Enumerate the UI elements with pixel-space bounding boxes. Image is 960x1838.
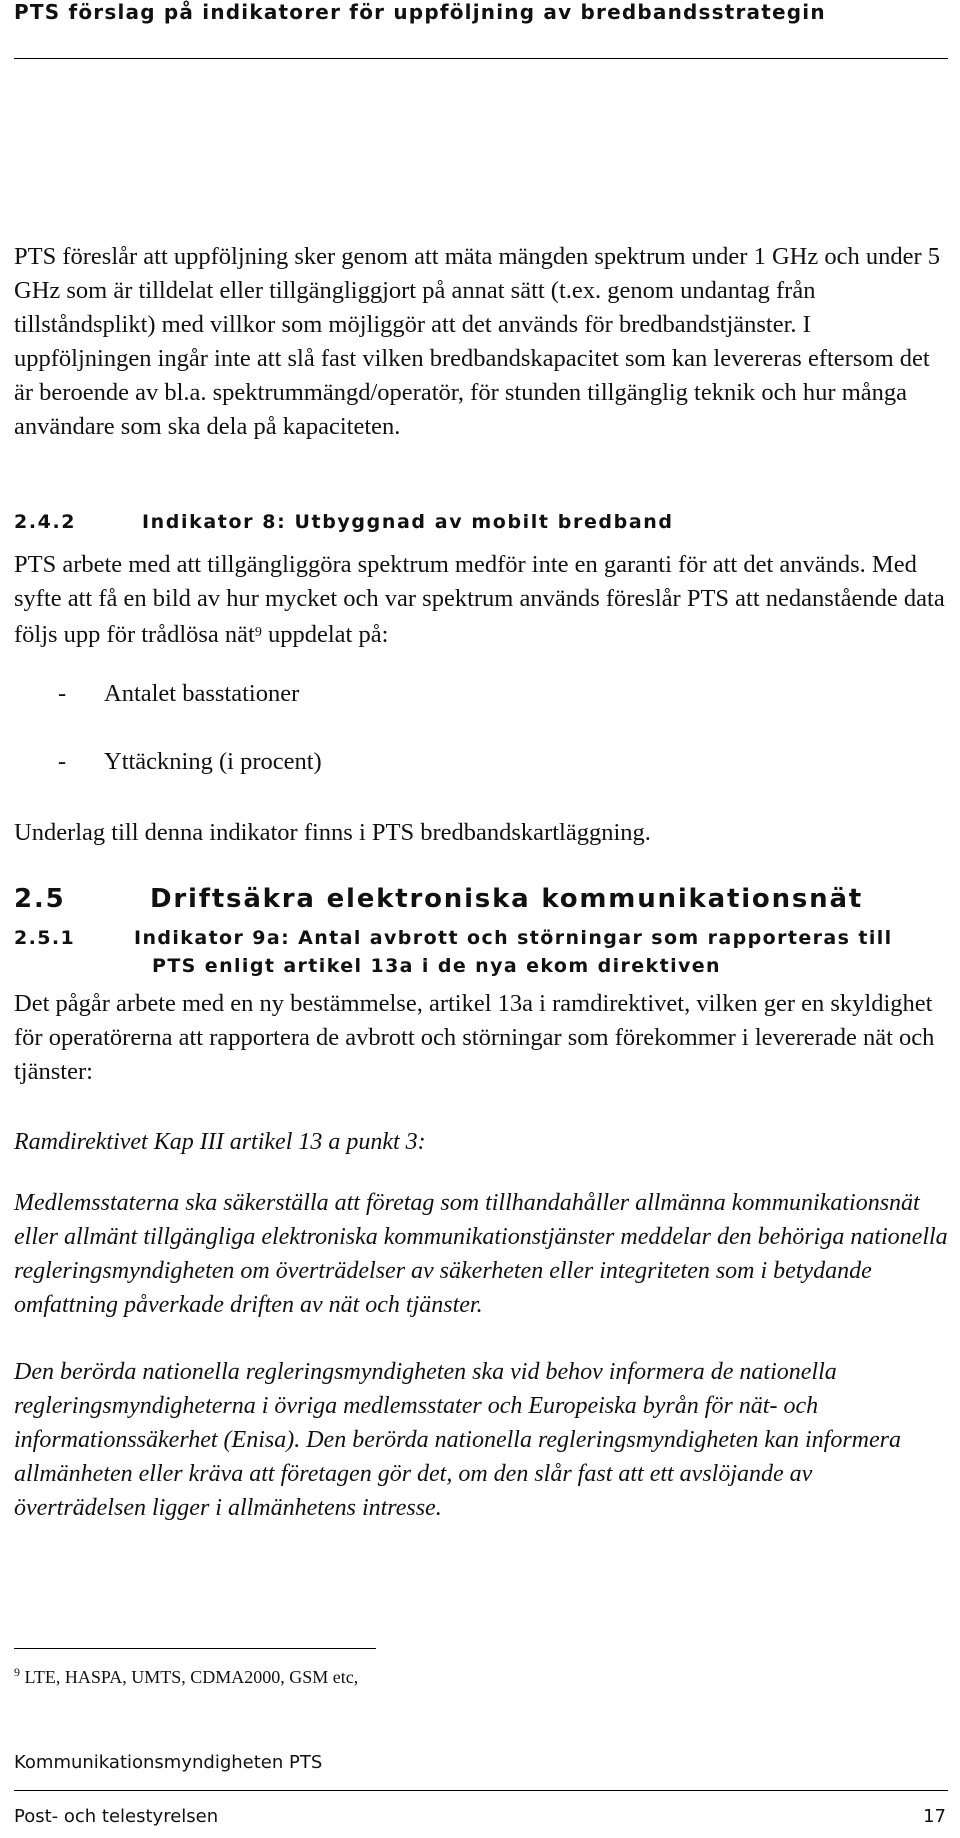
section-number: 2.5 [14, 884, 66, 914]
footnote-reference[interactable]: 9 [254, 625, 262, 640]
quote-heading: Ramdirektivet Kap III artikel 13 a punkt 3: [14, 1129, 426, 1155]
quote-paragraph: Medlemsstaterna ska säkerställa att företag som tillhandahåller allmänna kommunikationsnät eller allmänt tillgängliga elektroniska kommunikationstjänster meddelar den behöriga nationella regleringsmyndigheten om överträdelser av säkerheten eller integriteten som i betydande omfattning påverkade driften av nät och tjänster. [14, 1190, 948, 1318]
section-title-line2: PTS enligt artikel 13a i de nya ekom direktiven [152, 955, 721, 977]
list-item [58, 680, 299, 708]
list-dash: - [58, 680, 67, 707]
section-title: Driftsäkra elektroniska kommunikationsnät [150, 884, 864, 914]
section-heading-2-5 [14, 884, 863, 914]
page-header-title: PTS förslag på indikatorer för uppföljning av bredbandsstrategin [14, 0, 826, 24]
header-divider [14, 58, 948, 59]
footnote-divider [14, 1648, 376, 1649]
list-item-text: Yttäckning (i procent) [104, 748, 322, 775]
page-number: 17 [923, 1806, 946, 1827]
list-item-text: Antalet basstationer [104, 680, 300, 707]
section-number: 2.4.2 [14, 511, 77, 533]
paragraph-text-end: uppdelat på: [261, 621, 389, 648]
paragraph-text: PTS arbete med att tillgängliggöra spektrum medför inte en garanti för att det används. Med syfte att få en bild av hur mycket och var spektrum används föreslår PTS att nedanstående data följs upp för trådlösa nät [14, 551, 945, 648]
footnote-text: LTE, HASPA, UMTS, CDMA2000, GSM etc, [20, 1667, 359, 1687]
paragraph-mobile-broadband [14, 548, 948, 652]
paragraph-article-13a: Det pågår arbete med en ny bestämmelse, artikel 13a i ramdirektivet, vilken ger en skyldighet för operatörerna att rapportera de avbrott och störningar som förekommer i levererade nät och tjänster: [14, 990, 935, 1085]
quote-paragraph: Den berörda nationella regleringsmyndigheten ska vid behov informera de nationella regleringsmyndigheterna i övriga medlemsstater och Europeiska byrån för nät- och informationssäkerhet (Enisa). Den berörda nationella regleringsmyndigheten kan informera allmänheten eller kräva att företagen gör det, om den slår fast att ett avslöjande av överträdelsen ligger i allmänhetens intresse. [14, 1359, 902, 1521]
section-heading-2-4-2 [14, 511, 674, 533]
section-heading-2-5-1 [14, 924, 893, 980]
paragraph-spectrum: PTS föreslår att uppföljning sker genom att mäta mängden spektrum under 1 GHz och under 5 GHz som är tilldelat eller tillgängliggjort på annat sätt (t.ex. genom undantag från tillståndsplikt) med villkor som möjliggör att det används för bredbandstjänster. I uppföljningen ingår inte att slå fast vilken bredbandskapacitet som kan levereras eftersom det är beroende av bl.a. spektrummängd/operatör, för stunden tillgänglig teknik och hur många användare som ska dela på kapaciteten. [14, 243, 941, 440]
footer-publisher: Post- och telestyrelsen [14, 1806, 219, 1827]
list-dash: - [58, 748, 67, 775]
footer-divider [14, 1790, 948, 1791]
paragraph-source: Underlag till denna indikator finns i PTS bredbandskartläggning. [14, 819, 651, 846]
section-title: Indikator 8: Utbyggnad av mobilt bredband [142, 511, 674, 533]
footer-organization: Kommunikationsmyndigheten PTS [14, 1752, 323, 1773]
list-item [58, 748, 322, 776]
section-title-line1: Indikator 9a: Antal avbrott och störningar som rapporteras till [134, 927, 893, 949]
section-number: 2.5.1 [14, 927, 76, 949]
footnote [14, 1665, 358, 1688]
footnote-number: 9 [14, 1665, 20, 1679]
